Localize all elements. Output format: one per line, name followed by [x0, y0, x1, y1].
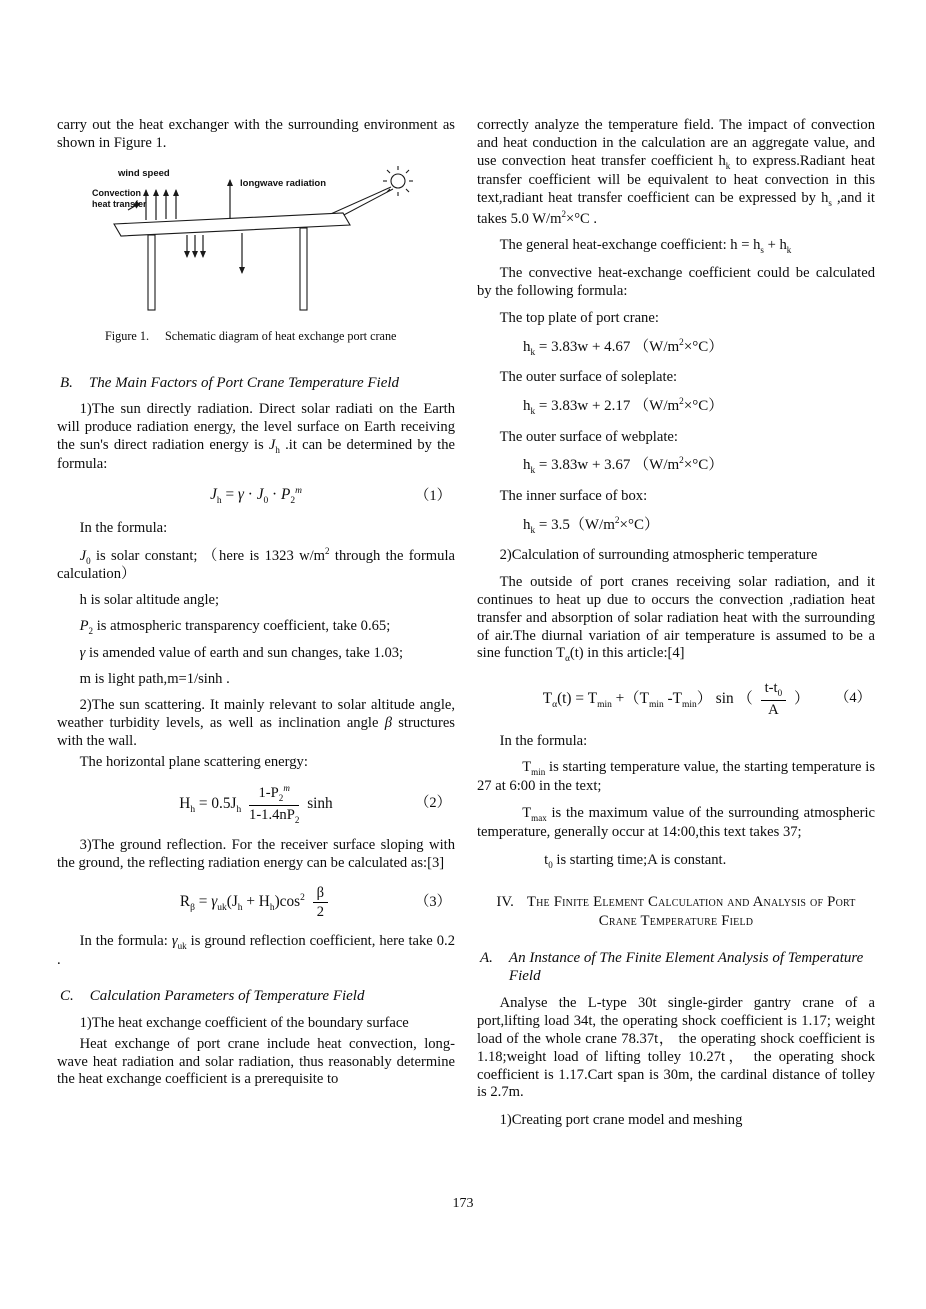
wind-arrows [146, 190, 176, 220]
body-paragraph: 1)Creating port crane model and meshing [499, 1112, 743, 1129]
coefficient-formula-webplate: $h_k = 3.83w + 3.67$ $(W/m^2\times^\circ C)$ [523, 456, 724, 477]
body-paragraph: correctly analyze the temperature field. The impact of convection and heat conduction in the calculation are an aggregate value, and use convection heat transfer coefficient $h_k$ to express.Radiant heat transfer coefficient will be equivalent to heat convection in this text,radiant heat transfer coefficient can be expressed by $h_s$ ,and it takes 5.0 $W/m^2\times^\circ C$ . [477, 117, 876, 227]
section-a-heading [480, 949, 875, 987]
coefficient-formula-soleplate: $h_k = 3.83w + 2.17$ $(W/m^2\times^\circ C)$ [523, 397, 724, 418]
formula-4-rhs: ） [793, 689, 810, 707]
formula-3 [57, 885, 455, 922]
fraction-numerator: β [313, 885, 328, 904]
section-c-title: Calculation Parameters of Temperature Field [89, 988, 365, 1004]
list-item: $T_{max}$ is the maximum value of the surrounding atmospheric temperature, generally occur at 14:00,this text takes 37; [477, 805, 875, 841]
body-paragraph: The horizontal plane scattering energy: [79, 753, 308, 770]
convection-label-line2: heat transfer [92, 198, 147, 209]
body-paragraph: In the formula: [499, 732, 588, 749]
list-item: h is solar altitude angle; [79, 592, 220, 609]
body-paragraph: The outer surface of webplate: [499, 428, 678, 445]
coefficient-formula-inner-box: $h_k = 3.5(W/m^2\times^\circ C)$ [523, 515, 659, 536]
convection-label-line1: Convection [92, 187, 142, 198]
fraction-numerator: $1-P_2^m$ [249, 783, 299, 805]
section-iv-number: IV. [496, 894, 514, 911]
section-a-label: A. [480, 949, 493, 966]
page-number: 173 [452, 1196, 474, 1211]
figure-caption-label: Figure 1. [105, 328, 150, 343]
section-c-label: C. [60, 988, 74, 1004]
formula-3-expression [179, 884, 332, 921]
formula-2 [57, 783, 455, 824]
body-paragraph: Analyse the L-type 30t single-girder gantry crane of a port,lifting load 34t, the operating shock coefficient is 1.17; weight load of the whole crane 78.37t， the operating shock coefficient is 1.18;weight load of lifting tolley 10.27t， the operating shock coefficient is 1.17.Cart span is 30m, the cardinal distance of tolley is 2.7m. [477, 995, 875, 1101]
section-a-title: An Instance of The Finite Element Analysis of Temperature Field [508, 949, 864, 985]
section-b-title: The Main Factors of Port Crane Temperature Field [88, 374, 400, 391]
list-item: $t_0$ is starting time;A is constant. [544, 852, 727, 870]
longwave-radiation-label: longwave radiation [240, 177, 327, 189]
formula-3-lhs: $R_\beta = \gamma_{uk}(J_h + H_h)\cos^2$ [179, 893, 305, 914]
section-c-heading [60, 987, 455, 1006]
fraction-denominator: 2 [316, 904, 324, 921]
crane-beam [114, 213, 350, 236]
fraction-numerator: $t-t_0$ [761, 680, 787, 700]
section-iv-heading [487, 893, 865, 931]
list-item: $P_2$ is atmospheric transparency coefficient, take 0.65; [79, 618, 391, 637]
section-b-label: B. [60, 374, 73, 391]
figure-caption-text: Schematic diagram of heat exchange port crane [165, 328, 397, 343]
formula-4-lhs: $T_\alpha(t) = T_{min} +(T_{min}$ $-T_{min}$） sin （ [542, 689, 753, 711]
body-paragraph: carry out the heat exchanger with the surrounding environment as shown in Figure 1. [57, 117, 455, 151]
body-paragraph: In the formula: [79, 519, 168, 536]
body-paragraph: 3)The ground reflection. For the receiver surface sloping with the ground, the reflecting radiation energy can be calculated as:[3] [57, 836, 455, 871]
body-paragraph: 2)Calculation of surrounding atmospheric temperature [499, 547, 818, 564]
list-item: $T_{min}$ is starting temperature value, the starting temperature is 27 at 6:00 in the text; [477, 759, 875, 795]
body-paragraph: 2)The sun scattering. It mainly relevant to solar altitude angle, weather turbidity levels, as well as inclination angle β structures with the wall. [57, 696, 455, 749]
body-paragraph: The top plate of port crane: [499, 310, 659, 327]
formula-4-fraction [761, 680, 787, 718]
coefficient-formula-top-plate: $h_k = 3.83w + 4.67$ $(W/m^2\times^\circ C)$ [523, 337, 724, 358]
body-paragraph: The outside of port cranes receiving solar radiation, and it continues to heat up due to occurs the convection ,radiation heat transfer and absorption of solar radiation heat with the surrounding of air.The diurnal variation of air temperature is assumed to be a sine function $T_\alpha(t)$ in this article:[4] [477, 573, 875, 664]
formula-1 [57, 486, 455, 508]
section-iv-title: The Finite Element Calculation and Analysis of Port Crane Temperature Field [526, 894, 856, 930]
body-paragraph: The general heat-exchange coefficient: $h = h_s + h_k$ [499, 237, 792, 256]
formula-2-number: （2） [415, 795, 451, 812]
two-column-layout [57, 117, 875, 1133]
body-paragraph: In the formula: $\gamma_{uk}$ is ground reflection coefficient, here take 0.2 . [57, 933, 455, 969]
formula-1-number: （1） [415, 487, 451, 504]
formula-4-expression [542, 680, 810, 718]
list-item: γ is amended value of earth and sun changes, take 1.03; [79, 645, 404, 662]
body-paragraph: Heat exchange of port crane include heat convection, long-wave heat radiation and solar radiation, thus reasonably determine the heat exchange coefficient is a prerequisite to [57, 1035, 455, 1088]
formula-2-lhs: $H_h = 0.5J_h$ [179, 794, 242, 815]
list-item: m is light path,m=1/sinh . [79, 671, 230, 687]
wind-speed-label: wind speed [118, 167, 170, 179]
formula-3-fraction [313, 885, 328, 922]
section-b-heading [60, 374, 455, 393]
body-paragraph: 1)The heat exchange coefficient of the boundary surface [79, 1014, 409, 1031]
body-paragraph: The outer surface of soleplate: [499, 369, 678, 386]
fraction-denominator: $1-1.4nP_2$ [249, 806, 300, 825]
right-column [477, 117, 875, 1133]
formula-4 [477, 680, 875, 718]
downward-arrows [187, 233, 242, 273]
left-column [57, 117, 455, 1133]
formula-4-number: （4） [835, 690, 871, 707]
body-paragraph: The convective heat-exchange coefficient could be calculated by the following formula: [477, 265, 875, 300]
figure-1-diagram [90, 165, 422, 317]
formula-1-expression: $J_h = \gamma \cdot J_0 \cdot P_2^m$ [210, 485, 302, 507]
figure-caption [105, 329, 455, 344]
formula-2-fraction [249, 783, 299, 824]
body-paragraph: The inner surface of box: [499, 487, 648, 504]
figure-1 [90, 165, 422, 323]
list-item: $J_0$ is solar constant; （here is 1323 $w/m^2$ through the formula calculation） [57, 545, 455, 583]
formula-3-number: （3） [415, 894, 451, 911]
formula-2-rhs: sinh [307, 794, 333, 812]
formula-2-expression [179, 783, 333, 825]
crane-left-leg [148, 235, 155, 310]
crane-right-leg [300, 228, 307, 310]
fraction-denominator: A [768, 701, 779, 718]
body-paragraph: 1)The sun directly radiation. Direct solar radiati on the Earth will produce radiation energy, the level surface on Earth receiving the sun's direct radiation energy is $J_h$ .it can be determined by the formula: [57, 401, 455, 473]
